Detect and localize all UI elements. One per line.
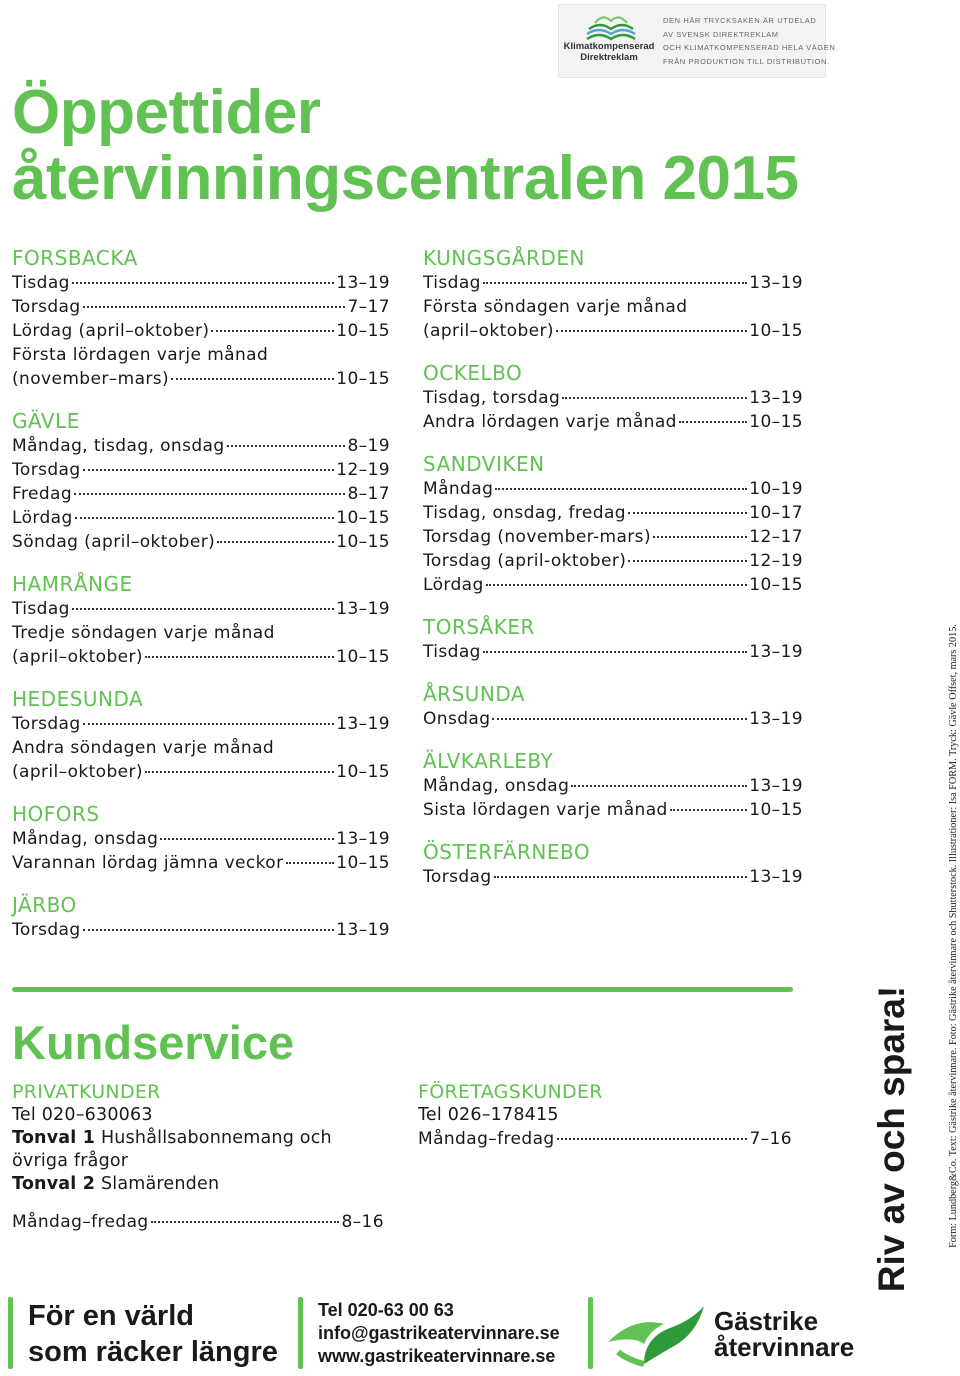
leader-dots [556, 330, 747, 332]
tonval-2-key: Tonval 2 [12, 1174, 96, 1194]
hours-time: 8–16 [341, 1212, 384, 1232]
opening-time: 12–19 [336, 460, 390, 480]
privatkunder-heading: PRIVATKUNDER [12, 1081, 161, 1103]
left-opening-hours-column [12, 246, 390, 942]
day-label: Tisdag [423, 273, 481, 293]
day-label: Måndag, onsdag [423, 776, 570, 796]
schedule-row [12, 458, 390, 482]
recycle-swoosh-logo-icon [604, 1298, 708, 1368]
day-label: Lördag (april–oktober) [12, 321, 210, 341]
leader-dots [72, 282, 334, 284]
badge-line: DEN HÄR TRYCKSAKEN ÄR UTDELAD [663, 16, 817, 25]
site-heading: ÅRSUNDA [423, 682, 526, 706]
schedule-row [423, 386, 803, 410]
opening-time: 10–15 [336, 647, 390, 667]
day-label: Fredag [12, 484, 73, 504]
day-label: Torsdag (november-mars) [423, 527, 651, 547]
leader-dots [227, 445, 346, 447]
opening-time: 10–15 [336, 321, 390, 341]
site-section [423, 452, 803, 597]
opening-time: 10–15 [749, 575, 803, 595]
badge-line: FRÅN PRODUKTION TILL DISTRIBUTION. [663, 56, 830, 66]
hours-label: Måndag–fredag [12, 1212, 149, 1232]
day-label: Torsdag (april-oktober) [423, 551, 627, 571]
day-label: Tisdag, torsdag [423, 388, 561, 408]
site-heading: FORSBACKA [12, 246, 138, 270]
day-label: Måndag [423, 479, 494, 499]
schedule-row [423, 707, 803, 731]
schedule-row [12, 827, 390, 851]
site-heading: GÄVLE [12, 409, 80, 433]
opening-time: 10–15 [749, 321, 803, 341]
leader-dots [83, 723, 335, 725]
schedule-row [12, 367, 390, 391]
badge-statement [663, 14, 836, 68]
opening-time: 13–19 [336, 599, 390, 619]
leader-dots [75, 517, 335, 519]
site-section [12, 893, 390, 942]
day-label: Andra lördagen varje månad [423, 412, 677, 432]
climate-badge [558, 4, 836, 78]
leader-dots [495, 488, 747, 490]
opening-time: 13–19 [336, 829, 390, 849]
schedule-note: Första söndagen varje månad [423, 297, 688, 317]
opening-time: 10–19 [749, 479, 803, 499]
hours-label: Måndag–fredag [418, 1129, 555, 1149]
site-section [12, 246, 390, 391]
footer-bar-right [588, 1297, 593, 1369]
day-label: Tisdag [12, 599, 70, 619]
schedule-row [423, 640, 803, 664]
schedule-row [12, 506, 390, 530]
leader-dots [653, 536, 747, 538]
site-section [423, 361, 803, 434]
opening-time: 13–19 [749, 776, 803, 796]
leader-dots [670, 809, 748, 811]
day-label: Torsdag [12, 460, 81, 480]
opening-time: 10–15 [749, 800, 803, 820]
day-label: Söndag (april–oktober) [12, 532, 216, 552]
day-label: Varannan lördag jämna veckor [12, 853, 284, 873]
day-label: Måndag, tisdag, onsdag [12, 436, 225, 456]
tear-off-text: Riv av och spara! [871, 985, 912, 1293]
leader-dots [628, 512, 747, 514]
leader-dots [211, 330, 334, 332]
opening-time: 13–19 [336, 920, 390, 940]
site-heading: SANDVIKEN [423, 452, 545, 476]
title-line2: återvinningscentralen 2015 [12, 144, 799, 213]
schedule-row [423, 319, 803, 343]
opening-time: 10–15 [749, 412, 803, 432]
schedule-row [12, 319, 390, 343]
leader-dots [628, 560, 747, 562]
footer-bar-middle [298, 1297, 303, 1369]
schedule-row [12, 295, 390, 319]
print-credits [944, 576, 960, 1296]
day-label: (november–mars) [12, 369, 170, 389]
leader-dots [486, 584, 748, 586]
contact-website[interactable]: www.gastrikeatervinnare.se [318, 1346, 556, 1366]
schedule-row [12, 597, 390, 621]
credits-text: Form: Lundberg&Co. Text: Gästrike återvinnare. Foto: Gästrike återvinnare och Shutterstock. Illustrationer: Isa FORM. Tryck: Gävle Offset, mars 2015. [948, 624, 959, 1248]
site-heading: ÖSTERFÄRNEBO [423, 840, 591, 864]
brand-line2: återvinnare [714, 1332, 855, 1362]
site-heading: ÄLVKARLEBY [423, 749, 554, 773]
site-section [12, 409, 390, 554]
day-label: Torsdag [12, 920, 81, 940]
badge-logo-line2: Direktreklam [580, 52, 638, 63]
opening-time: 12–17 [749, 527, 803, 547]
site-heading: HOFORS [12, 802, 100, 826]
badge-logo-text [561, 41, 657, 63]
schedule-row [12, 918, 390, 942]
opening-time: 13–19 [749, 388, 803, 408]
schedule-row [12, 712, 390, 736]
schedule-row [423, 573, 803, 597]
opening-time: 8–19 [347, 436, 390, 456]
leader-dots [72, 608, 334, 610]
schedule-row [12, 760, 390, 784]
opening-time: 10–15 [336, 508, 390, 528]
site-heading: JÄRBO [12, 893, 77, 917]
tonval-1-key: Tonval 1 [12, 1128, 96, 1148]
right-opening-hours-column [423, 246, 803, 889]
day-label: Tisdag [12, 273, 70, 293]
day-label: Onsdag [423, 709, 491, 729]
hours-time: 7–16 [749, 1129, 792, 1149]
day-label: Sista lördagen varje månad [423, 800, 668, 820]
leader-dots [483, 651, 747, 653]
schedule-row [423, 410, 803, 434]
leader-dots [83, 306, 346, 308]
opening-time: 10–17 [749, 503, 803, 523]
day-label: (april–oktober) [12, 647, 143, 667]
foretagskunder-hours [418, 1127, 792, 1151]
schedule-row [423, 525, 803, 549]
schedule-row [423, 798, 803, 822]
opening-time: 7–17 [347, 297, 390, 317]
footer-bar-left [8, 1297, 13, 1369]
leader-dots [483, 282, 747, 284]
opening-time: 13–19 [749, 273, 803, 293]
schedule-row [12, 645, 390, 669]
kundservice-title: Kundservice [12, 1016, 295, 1069]
title-line1: Öppettider [12, 78, 321, 147]
schedule-row [423, 271, 803, 295]
leader-dots [217, 541, 334, 543]
leader-dots [151, 1221, 340, 1223]
day-label: (april–oktober) [423, 321, 554, 341]
opening-time: 13–19 [336, 714, 390, 734]
schedule-row [423, 774, 803, 798]
site-heading: HEDESUNDA [12, 687, 144, 711]
schedule-row [12, 482, 390, 506]
slogan-line2: som räcker längre [28, 1336, 278, 1368]
day-label: Lördag [423, 575, 484, 595]
site-section [12, 687, 390, 784]
schedule-row [423, 549, 803, 573]
leader-dots [160, 838, 334, 840]
slogan [28, 1298, 278, 1370]
day-label: (april–oktober) [12, 762, 143, 782]
contact-email[interactable]: info@gastrikeatervinnare.se [318, 1323, 560, 1343]
opening-time: 13–19 [749, 709, 803, 729]
privatkunder-block [12, 1081, 384, 1234]
opening-time: 13–19 [749, 867, 803, 887]
site-section [423, 246, 803, 343]
leader-dots [145, 656, 334, 658]
site-heading: KUNGSGÅRDEN [423, 246, 585, 270]
opening-time: 10–15 [336, 369, 390, 389]
brand-line1: Gästrike [714, 1306, 819, 1336]
day-label: Torsdag [12, 297, 81, 317]
schedule-row [12, 530, 390, 554]
slogan-line1: För en värld [28, 1300, 194, 1332]
schedule-note: Tredje söndagen varje månad [12, 623, 275, 643]
tonval-1 [12, 1127, 384, 1173]
opening-time: 10–15 [336, 532, 390, 552]
leader-dots [557, 1138, 748, 1140]
contact-info [318, 1299, 560, 1368]
foretagskunder-phone: Tel 026–178415 [418, 1105, 559, 1125]
leader-dots [562, 397, 747, 399]
leader-dots [286, 862, 335, 864]
tonval-2-text: Slamärenden [100, 1174, 220, 1194]
opening-time: 12–19 [749, 551, 803, 571]
schedule-note: Första lördagen varje månad [12, 345, 269, 365]
site-section [423, 615, 803, 664]
leader-dots [494, 876, 748, 878]
site-heading: OCKELBO [423, 361, 523, 385]
day-label: Tisdag, onsdag, fredag [423, 503, 626, 523]
leader-dots [492, 718, 747, 720]
leader-dots [679, 421, 747, 423]
leader-dots [74, 493, 345, 495]
privatkunder-phone: Tel 020–630063 [12, 1105, 153, 1125]
opening-time: 10–15 [336, 853, 390, 873]
opening-time: 13–19 [749, 642, 803, 662]
day-label: Tisdag [423, 642, 481, 662]
leader-dots [145, 771, 334, 773]
site-section [423, 682, 803, 731]
opening-time: 13–19 [336, 273, 390, 293]
leader-dots [171, 378, 334, 380]
leader-dots [571, 785, 747, 787]
page-title [12, 80, 872, 212]
day-label: Torsdag [423, 867, 492, 887]
foretagskunder-heading: FÖRETAGSKUNDER [418, 1081, 603, 1103]
tonval-1-text: Hushållsabonnemang och övriga frågor [12, 1128, 332, 1171]
site-heading: HAMRÅNGE [12, 572, 133, 596]
tonval-2 [12, 1173, 384, 1196]
day-label: Lördag [12, 508, 73, 528]
site-section [423, 840, 803, 889]
day-label: Torsdag [12, 714, 81, 734]
site-section [12, 572, 390, 669]
schedule-row [12, 271, 390, 295]
badge-line: OCH KLIMATKOMPENSERAD HELA VÄGEN [663, 43, 836, 52]
site-section [423, 749, 803, 822]
schedule-row [12, 851, 390, 875]
day-label: Måndag, onsdag [12, 829, 159, 849]
schedule-row [423, 477, 803, 501]
leader-dots [83, 469, 335, 471]
leader-dots [83, 929, 335, 931]
opening-time: 10–15 [336, 762, 390, 782]
schedule-row [423, 501, 803, 525]
schedule-row [423, 865, 803, 889]
site-heading: TORSÅKER [423, 615, 535, 639]
brand-name [714, 1308, 854, 1360]
badge-logo-line1: Klimatkompenserad [563, 41, 655, 52]
badge-line: AV SVENSK DIREKTREKLAM [663, 29, 779, 39]
tear-off-note [872, 984, 912, 1294]
contact-phone: Tel 020-63 00 63 [318, 1300, 454, 1320]
site-section [12, 802, 390, 875]
foretagskunder-block [418, 1081, 794, 1151]
schedule-row [12, 434, 390, 458]
privatkunder-hours [12, 1210, 384, 1234]
schedule-note: Andra söndagen varje månad [12, 738, 275, 758]
section-divider [12, 987, 793, 992]
opening-time: 8–17 [347, 484, 390, 504]
